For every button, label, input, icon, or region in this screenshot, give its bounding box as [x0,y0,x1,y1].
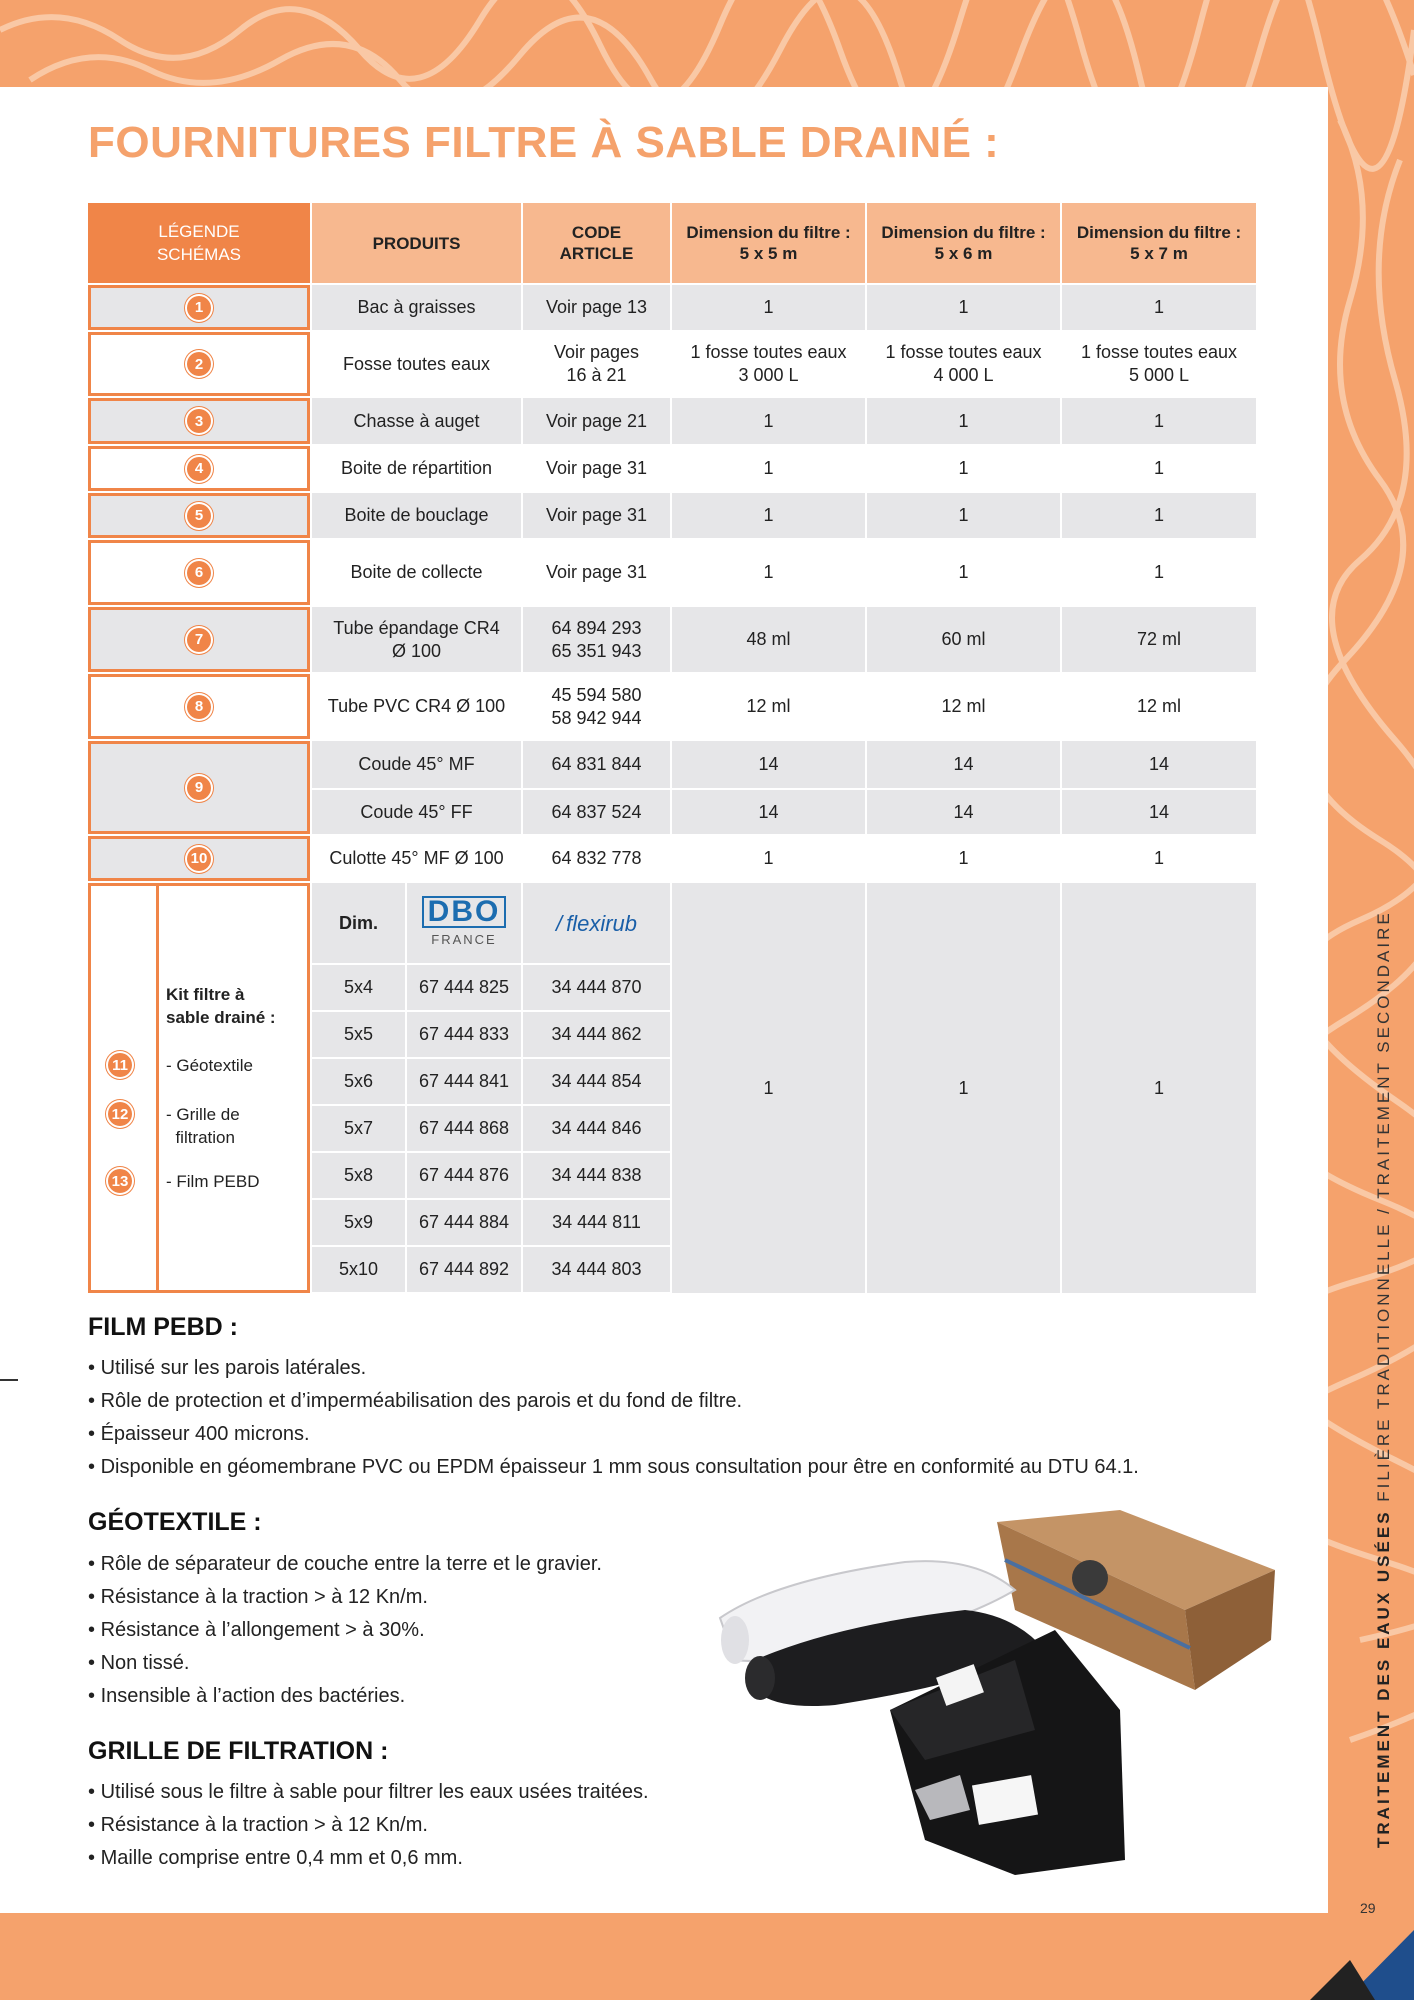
kit-dbo-code-cell-text: 67 444 884 [418,1212,510,1232]
kit-dim-cell [312,1247,405,1292]
dim2-cell-text: 1 [958,562,969,582]
kit-flexirub-code-cell [523,1247,670,1292]
product-cell-text: Bac à graisses [357,297,476,317]
header-code [523,203,670,283]
code-cell-text: 45 594 580 58 942 944 [551,684,642,728]
dim3-cell [1062,741,1256,788]
legend-number-badge: 7 [185,626,213,654]
bullet-item: • Disponible en géomembrane PVC ou EPDM épaisseur 1 mm sous consultation pour être en conformité au DTU 64.1. [88,1451,1139,1484]
dim3-cell [1062,398,1256,444]
bullet-item: • Utilisé sous le filtre à sable pour filtrer les eaux usées traitées. [88,1776,649,1809]
dim3-cell-text: 72 ml [1136,629,1181,649]
bullet-item: • Résistance à l’allongement > à 30%. [88,1614,602,1647]
dim1-cell-text: 14 [758,754,779,774]
flexirub-logo [523,883,670,963]
code-cell [523,674,670,739]
dim3-cell-text: 14 [1148,754,1170,774]
dim2-cell-text: 1 [958,505,969,525]
section-title-film-pebd: FILM PEBD : [88,1313,238,1341]
legend-number-badge: 9 [185,774,213,802]
code-cell [523,540,670,605]
kit-flexirub-code-cell [523,1200,670,1245]
kit-flexirub-code-cell-text: 34 444 862 [551,1024,642,1044]
kit-flexirub-code-cell [523,1059,670,1104]
side-text-bold: TRAITEMENT DES EAUX USÉES [1374,1509,1393,1848]
dim1-cell [672,446,865,491]
header-code-text: CODE ARTICLE [559,223,634,263]
legend-number-badge: 2 [185,350,213,378]
kit-item-label: - Grille de filtration [166,1105,240,1147]
kit-dim3-cell-text: 1 [1153,1077,1164,1098]
dim3-cell-text: 1 [1153,505,1164,525]
kit-dbo-code-cell [407,1012,521,1057]
kit-dim2-cell-text: 1 [958,1077,969,1098]
dim1-cell [672,741,865,788]
product-cell-text: Fosse toutes eaux [342,353,491,374]
dim3-cell [1062,332,1256,396]
kit-dim-cell [312,1012,405,1057]
dim2-cell [867,674,1060,739]
legend-number-badge: 5 [185,502,213,530]
dim1-cell-text: 14 [758,801,779,822]
kit-item-label: - Film PEBD [166,1172,260,1191]
dim1-cell-text: 1 [763,458,774,478]
dim3-cell [1062,446,1256,491]
box-logo-icon [1072,1560,1108,1596]
dim1-cell [672,285,865,330]
kit-item-label: - Géotextile [166,1056,253,1075]
dim1-cell-text: 48 ml [746,629,791,649]
product-cell-text: Tube PVC CR4 Ø 100 [327,696,506,716]
grille-bullets [88,1776,649,1875]
side-text-normal: FILIÈRE TRADITIONNELLE / TRAITEMENT SECONDAIRE [1374,910,1393,1502]
product-cell [312,285,521,330]
header-products-text: PRODUITS [372,233,461,253]
product-cell-text: Coude 45° MF [358,754,475,774]
kit-flexirub-code-cell [523,1012,670,1057]
dim2-cell [867,493,1060,538]
kit-dbo-code-cell [407,965,521,1010]
code-cell [523,446,670,491]
dim1-cell-text: 1 [763,410,774,431]
kit-dim2-cell [867,883,1060,1293]
kit-title: Kit filtre à sable drainé : [166,985,276,1027]
kit-dim-cell-text: 5x5 [343,1024,374,1044]
code-cell [523,790,670,834]
dim1-cell-text: 12 ml [746,696,791,716]
dim3-cell [1062,493,1256,538]
dim2-cell-text: 12 ml [941,696,986,716]
dim2-cell-text: 1 fosse toutes eaux 4 000 L [885,342,1042,385]
kit-dim-cell-text: 5x6 [343,1071,374,1091]
bullet-item: • Maille comprise entre 0,4 mm et 0,6 mm. [88,1842,649,1875]
product-cell [312,540,521,605]
header-dim-5x5-text: Dimension du filtre : 5 x 5 m [686,223,851,263]
kit-dbo-code-cell-text: 67 444 841 [418,1071,510,1091]
flexirub-swoosh-icon: / [555,910,563,936]
product-cell-text: Boite de collecte [350,562,483,582]
kit-flexirub-code-cell [523,965,670,1010]
code-cell-text: Voir page 21 [545,410,648,431]
bullet-item: • Non tissé. [88,1647,602,1680]
dbo-france-logo [407,883,521,963]
product-cell-text: Tube épandage CR4 Ø 100 [333,617,500,661]
kit-dbo-code-cell-text: 67 444 825 [418,977,510,997]
dim1-cell [672,674,865,739]
kit-dim-cell-text: 5x8 [343,1165,374,1185]
kit-product-photo [715,1500,1285,1875]
dim2-cell-text: 14 [953,754,974,774]
product-cell [312,836,521,881]
bullet-item: • Utilisé sur les parois latérales. [88,1352,1139,1385]
kit-dim-cell [312,1200,405,1245]
dim1-cell [672,540,865,605]
dim3-cell-text: 1 [1153,458,1164,478]
margin-tick [0,1379,18,1381]
product-cell-text: Coude 45° FF [360,801,473,822]
page-number: 29 [1360,1900,1376,1916]
code-cell-text: Voir page 13 [545,297,648,317]
film-pebd-bullets [88,1352,1139,1484]
kit-dim1-cell [672,883,865,1293]
legend-cell-10 [88,836,310,881]
dbo-logo-mark [422,896,507,951]
kit-dim-cell-text: 5x4 [343,977,374,997]
kit-dbo-code-cell-text: 67 444 892 [418,1259,510,1279]
kit-flexirub-code-cell [523,1153,670,1198]
dim2-cell-text: 14 [953,801,974,822]
code-cell-text: 64 894 293 65 351 943 [551,617,642,661]
dim3-cell [1062,607,1256,672]
dim1-cell-text: 1 fosse toutes eaux 3 000 L [690,342,847,385]
section-title-geotextile: GÉOTEXTILE : [88,1508,262,1536]
kit-dbo-code-cell-text: 67 444 833 [418,1024,510,1044]
kit-dim-cell [312,1153,405,1198]
code-cell-text: Voir page 31 [545,562,648,582]
geotextile-bullets [88,1548,602,1713]
section-title-grille: GRILLE DE FILTRATION : [88,1737,389,1765]
bullet-item: • Rôle de séparateur de couche entre la terre et le gravier. [88,1548,602,1581]
kit-dbo-code-cell [407,1153,521,1198]
legend-number-badge: 6 [185,559,213,587]
legend-number-badge: 1 [185,294,213,322]
kit-dim-header-text: Dim. [338,912,378,933]
kit-dim-header [312,883,405,963]
kit-item-badge: 13 [106,1167,134,1195]
kit-dim-cell [312,1106,405,1151]
kit-flexirub-code-cell-text: 34 444 854 [551,1071,642,1091]
header-legend [88,203,310,283]
code-cell [523,332,670,396]
dim2-cell [867,446,1060,491]
dim3-cell-text: 1 fosse toutes eaux 5 000 L [1080,342,1238,385]
code-cell-text: 64 837 524 [551,801,642,822]
kit-dbo-code-cell [407,1106,521,1151]
side-vertical-text [1374,910,1394,1848]
dim3-cell [1062,540,1256,605]
product-cell-text: Chasse à auget [353,410,480,431]
header-dim-5x7 [1062,203,1256,283]
kit-dim-cell [312,965,405,1010]
legend-cell-4 [88,446,310,491]
dim2-cell [867,540,1060,605]
kit-dim1-cell-text: 1 [763,1077,774,1098]
kit-dbo-code-cell-text: 67 444 876 [418,1165,510,1185]
dim3-cell-text: 1 [1153,297,1164,317]
kit-dbo-code-cell [407,1200,521,1245]
dim2-cell-text: 60 ml [941,629,986,649]
dim1-cell [672,790,865,834]
header-dim-5x7-text: Dimension du filtre : 5 x 7 m [1076,223,1242,263]
product-cell [312,398,521,444]
product-cell [312,607,521,672]
kit-flexirub-code-cell-text: 34 444 803 [551,1259,642,1279]
dim3-cell-text: 1 [1153,410,1164,431]
product-cell-text: Culotte 45° MF Ø 100 [329,848,504,868]
dim3-cell [1062,285,1256,330]
dbo-logo-sub: FRANCE [431,931,497,947]
code-cell [523,741,670,788]
bullet-item: • Insensible à l’action des bactéries. [88,1680,602,1713]
dim2-cell [867,790,1060,834]
legend-number-badge: 8 [185,693,213,721]
kit-item-badge: 12 [106,1100,134,1128]
dim3-cell-text: 1 [1153,848,1164,868]
legend-cell-8 [88,674,310,739]
dim2-cell-text: 1 [958,848,969,868]
kit-legend-divider [156,886,159,1290]
code-cell-text: 64 832 778 [551,848,642,868]
legend-number-badge: 4 [185,455,213,483]
dim3-cell [1062,790,1256,834]
product-cell [312,674,521,739]
flexirub-logo-text: flexirub [566,910,638,936]
dim3-cell-text: 1 [1153,562,1164,582]
kit-dbo-code-cell-text: 67 444 868 [418,1118,510,1138]
kit-dbo-code-cell [407,1059,521,1104]
legend-number-badge: 3 [185,407,213,435]
bullet-item: • Rôle de protection et d’imperméabilisation des parois et du fond de filtre. [88,1385,1139,1418]
kit-legend-cell [88,883,310,1293]
kit-dim-cell-text: 5x10 [338,1259,379,1279]
dim2-cell-text: 1 [958,297,969,317]
product-cell [312,741,521,788]
code-cell-text: Voir pages 16 à 21 [553,342,640,385]
dim2-cell [867,607,1060,672]
legend-cell-7 [88,607,310,672]
kit-dim-cell [312,1059,405,1104]
dim3-cell [1062,674,1256,739]
kit-dim3-cell [1062,883,1256,1293]
header-dim-5x6-text: Dimension du filtre : 5 x 6 m [881,223,1046,263]
dim2-cell [867,332,1060,396]
legend-cell-5 [88,493,310,538]
header-products [312,203,521,283]
dim3-cell [1062,836,1256,881]
bullet-item: • Résistance à la traction > à 12 Kn/m. [88,1809,649,1842]
dim2-cell [867,836,1060,881]
dim2-cell [867,741,1060,788]
bullet-item: • Épaisseur 400 microns. [88,1418,1139,1451]
dim2-cell [867,398,1060,444]
dim3-cell-text: 14 [1148,801,1170,822]
dim1-cell [672,493,865,538]
kit-dim-cell-text: 5x7 [343,1118,374,1138]
dim1-cell-text: 1 [763,562,774,582]
code-cell [523,285,670,330]
kit-item-badge: 11 [106,1051,134,1079]
dim1-cell [672,607,865,672]
header-dim-5x5 [672,203,865,283]
bullet-item: • Résistance à la traction > à 12 Kn/m. [88,1581,602,1614]
code-cell [523,398,670,444]
kit-flexirub-code-cell-text: 34 444 846 [551,1118,642,1138]
product-cell [312,493,521,538]
legend-cell-2 [88,332,310,396]
dim1-cell [672,332,865,396]
kit-flexirub-code-cell-text: 34 444 838 [551,1165,642,1185]
dim1-cell-text: 1 [763,297,774,317]
code-cell [523,493,670,538]
product-cell-text: Boite de bouclage [344,505,489,525]
code-cell [523,607,670,672]
legend-cell-6 [88,540,310,605]
kit-flexirub-code-cell [523,1106,670,1151]
dim1-cell-text: 1 [763,505,774,525]
dbo-logo-text: DBO [422,896,507,928]
legend-cell-9 [88,741,310,834]
dim1-cell [672,398,865,444]
kit-dim-cell-text: 5x9 [343,1212,374,1232]
dim2-cell [867,285,1060,330]
legend-cell-3 [88,398,310,444]
dim2-cell-text: 1 [958,458,969,478]
page-title: FOURNITURES FILTRE À SABLE DRAINÉ : [88,118,1000,167]
code-cell-text: Voir page 31 [545,505,648,525]
legend-number-badge: 10 [185,845,213,873]
header-legend-text: LÉGENDE SCHÉMAS [156,222,242,264]
code-cell [523,836,670,881]
product-cell [312,446,521,491]
kit-flexirub-code-cell-text: 34 444 870 [551,977,642,997]
dim1-cell-text: 1 [763,848,774,868]
product-cell [312,790,521,834]
legend-cell-1 [88,285,310,330]
code-cell-text: 64 831 844 [551,754,642,774]
product-cell-text: Boite de répartition [340,458,493,478]
dim3-cell-text: 12 ml [1136,696,1181,716]
dim2-cell-text: 1 [958,410,969,431]
product-cell [312,332,521,396]
kit-flexirub-code-cell-text: 34 444 811 [552,1212,641,1232]
dim1-cell [672,836,865,881]
code-cell-text: Voir page 31 [545,458,648,478]
header-dim-5x6 [867,203,1060,283]
kit-dbo-code-cell [407,1247,521,1292]
